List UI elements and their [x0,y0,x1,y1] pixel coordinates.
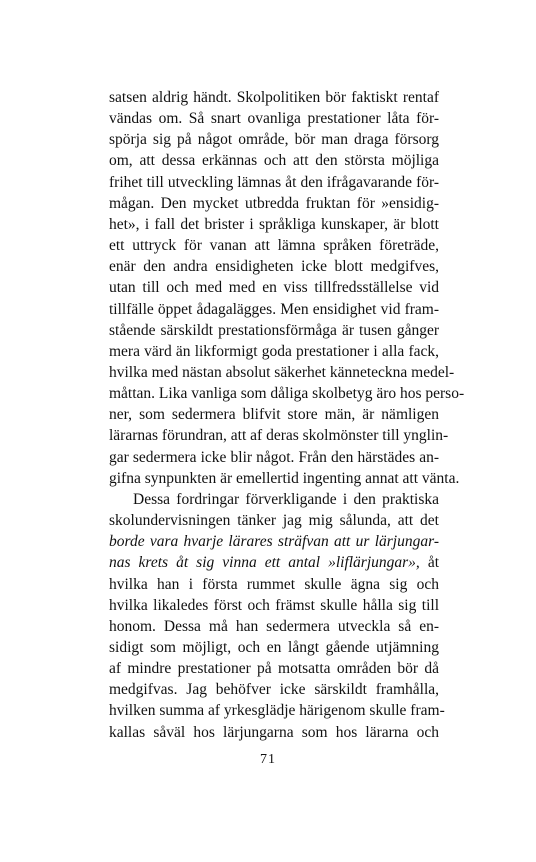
text-segment: frihet till utveckling lämnas åt den ifrågavarande för- [109,173,439,191]
text-line [109,659,439,679]
text-line [133,490,439,510]
text-line [109,532,439,552]
text-line [109,511,439,531]
text-segment: mera värd än likformigt goda prestationer i alla fack, [109,342,439,360]
text-segment: stående särskildt prestationsförmåga är tusen gånger [109,321,439,339]
text-segment: het», i fall det brister i språkliga kunskaper, är blott [109,215,439,233]
text-line [109,300,439,320]
page-number: 71 [260,752,276,767]
text-line [109,88,439,108]
text-line [109,405,439,425]
text-segment: satsen aldrig händt. Skolpolitiken bör faktiskt rentaf [109,89,439,106]
text-segment: vändas om. Så snart ovanliga prestationer låta för- [109,110,439,128]
text-segment: medgifvas. Jag behöfver icke särskildt framhålla, [109,681,439,699]
text-segment: hvilka han i första rummet skulle ägna sig och [109,575,439,593]
text-line [109,384,465,404]
text-segment: ett uttryck för vanan att lämna språken företräde, [109,237,439,254]
text-line [109,617,439,637]
text-line [109,680,439,700]
text-segment: gar sedermera icke blir något. Från den härstädes an- [109,448,439,466]
text-segment: hvilka med nästan absolut säkerhet känneteckna medel- [109,363,455,381]
text-segment: måttan. Lika vanliga som dåliga skolbetyg äro hos perso- [109,385,465,403]
text-segment: Dessa fordringar förverkligande i den praktiska [133,490,439,508]
text-segment: mågan. Den mycket utbredda fruktan för »ensidig- [109,194,439,212]
text-line [109,321,439,341]
text-line [109,469,460,489]
text-line [109,363,455,383]
text-segment: honom. Dessa må han sedermera utveckla så en- [109,617,439,635]
text-segment: om, att dessa erkännas och att den största möjliga [109,152,439,170]
text-segment: hvilka likaledes först och främst skulle hålla sig till [109,596,439,614]
text-segment: åt [419,554,440,572]
text-segment: spörja sig på något område, bör man draga försorg [109,131,439,149]
text-segment: enär den andra ensidigheten icke blott medgifves, [109,258,439,276]
text-line [109,701,445,721]
text-line [109,173,439,193]
text-segment: kallas såväl hos lärjungarna som hos lärarna och [109,723,439,741]
text-line [109,575,439,595]
text-segment: ner, som sedermera blifvit store män, är nämligen [109,406,439,424]
text-line [109,638,439,658]
text-line [109,109,439,129]
text-segment: gifna synpunkten är emellertid ingenting annat att vänta. [109,469,460,487]
text-segment: lärarnas förundran, att af deras skolmönster till ynglin- [109,427,449,445]
text-line [109,596,439,616]
text-segment: utan till och med med en viss tillfredsställelse vid [109,279,439,297]
italic-segment: borde vara hvarje lärares sträfvan att ur lärjungar- [109,533,439,551]
text-line [109,151,439,171]
text-segment: af mindre prestationer på motsatta områden bör då [109,660,439,677]
text-segment: tillfälle öppet ådagalägges. Men ensidighet vid fram- [109,300,439,318]
text-line [109,236,439,256]
italic-segment: nas krets åt sig vinna ett antal »liflärjungar», [109,554,420,572]
text-segment: hvilken summa af yrkesglädje härigenom skulle fram- [109,702,445,720]
text-line [109,426,449,446]
text-line [109,723,439,743]
text-line [109,257,439,277]
text-line [109,342,439,362]
text-line [109,448,439,468]
text-line [109,130,439,150]
text-line [109,194,439,214]
text-segment: sidigt som möjligt, och en långt gående utjämning [109,638,439,656]
text-line [109,278,439,298]
text-segment: skolundervisningen tänker jag mig sålunda, att det [109,512,439,529]
text-line [109,215,439,235]
text-line [109,553,439,573]
